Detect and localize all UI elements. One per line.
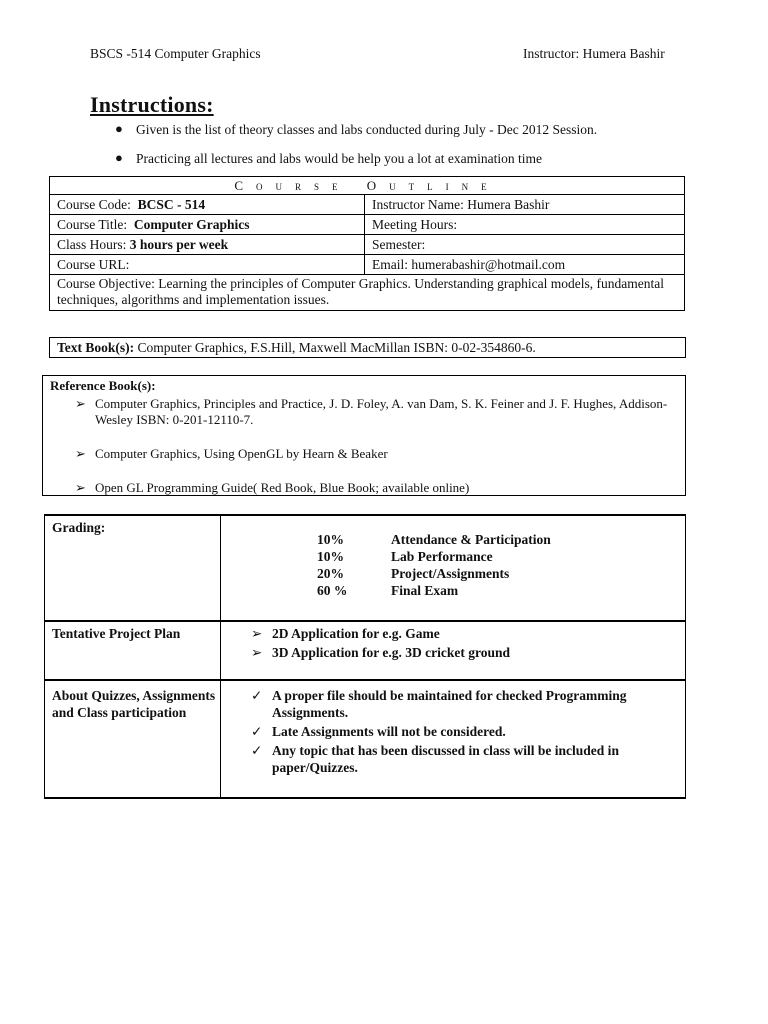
list-item: ➢ 3D Application for e.g. 3D cricket ground (251, 645, 510, 660)
instructions-list (115, 122, 597, 180)
checkmark-icon: ✓ (251, 724, 263, 739)
header-course: BSCS -514 Computer Graphics (90, 46, 261, 61)
grading-label: Grading: (45, 515, 221, 621)
arrow-bullet-icon: ➢ (75, 446, 86, 461)
text-book-label: Text Book(s): (57, 340, 135, 355)
reference-books-label: Reference Book(s): (50, 378, 156, 393)
project-plan-label: Tentative Project Plan (45, 621, 221, 680)
quizzes-label: About Quizzes, Assignments and Class participation (45, 680, 221, 798)
quizzes-items (221, 680, 686, 798)
grade-line: 60 % Final Exam (317, 583, 459, 598)
grading-table (44, 514, 686, 799)
course-outline-table (49, 176, 685, 311)
arrow-bullet-icon: ➢ (75, 396, 86, 411)
arrow-bullet-icon: ➢ (251, 645, 263, 660)
grade-line: 10% Lab Performance (317, 549, 493, 564)
list-item: ➢ Open GL Programming Guide( Red Book, Blue Book; available online) (75, 480, 470, 495)
class-hours-cell: Class Hours: 3 hours per week (50, 235, 365, 255)
header-instructor: Instructor: Humera Bashir (523, 46, 665, 61)
semester-cell: Semester: (365, 235, 685, 255)
course-code-cell: Course Code: BCSC - 514 (50, 195, 365, 215)
course-outline-title: Course Outline (50, 177, 685, 195)
checkmark-icon: ✓ (251, 743, 263, 758)
course-title-cell: Course Title: Computer Graphics (50, 215, 365, 235)
text-book-value: Computer Graphics, F.S.Hill, Maxwell MacMillan ISBN: 0-02-354860-6. (137, 340, 536, 355)
list-item: ➢ Computer Graphics, Using OpenGL by Hearn & Beaker (75, 446, 388, 461)
reference-books-box (42, 375, 686, 496)
instructions-title: Instructions: (90, 92, 214, 117)
list-item: ➢ 2D Application for e.g. Game (251, 626, 440, 641)
grading-breakdown (221, 515, 686, 621)
checkmark-icon: ✓ (251, 688, 263, 703)
bullet-icon: ● (115, 150, 123, 165)
grade-line: 10% Attendance & Participation (317, 532, 551, 547)
instructor-name-cell: Instructor Name: Humera Bashir (365, 195, 685, 215)
list-item: ➢ Computer Graphics, Principles and Practice, J. D. Foley, A. van Dam, S. K. Feiner and J. F. Hughes, Addison-Wesley ISBN: 0-201-12110-7. (75, 396, 668, 427)
list-item: ● Given is the list of theory classes and labs conducted during July - Dec 2012 Session. (115, 121, 598, 137)
course-objective-cell: Course Objective: Learning the principles of Computer Graphics. Understanding graphical models, fundamental techniques, algorithms and implementation issues. (50, 275, 685, 311)
list-item: ● Practicing all lectures and labs would be help you a lot at examination time (115, 150, 543, 166)
arrow-bullet-icon: ➢ (75, 480, 86, 495)
course-url-cell: Course URL: (50, 255, 365, 275)
list-item: ✓ Any topic that has been discussed in class will be included in paper/Quizzes. (251, 743, 619, 775)
project-plan-items (221, 621, 686, 680)
bullet-icon: ● (115, 121, 123, 136)
text-book-box (49, 337, 686, 358)
email-cell: Email: humerabashir@hotmail.com (365, 255, 685, 275)
list-item: ✓ Late Assignments will not be considered. (251, 724, 506, 739)
arrow-bullet-icon: ➢ (251, 626, 263, 641)
meeting-hours-cell: Meeting Hours: (365, 215, 685, 235)
list-item: ✓ A proper file should be maintained for checked Programming Assignments. (251, 688, 627, 720)
grade-line: 20% Project/Assignments (317, 566, 510, 581)
